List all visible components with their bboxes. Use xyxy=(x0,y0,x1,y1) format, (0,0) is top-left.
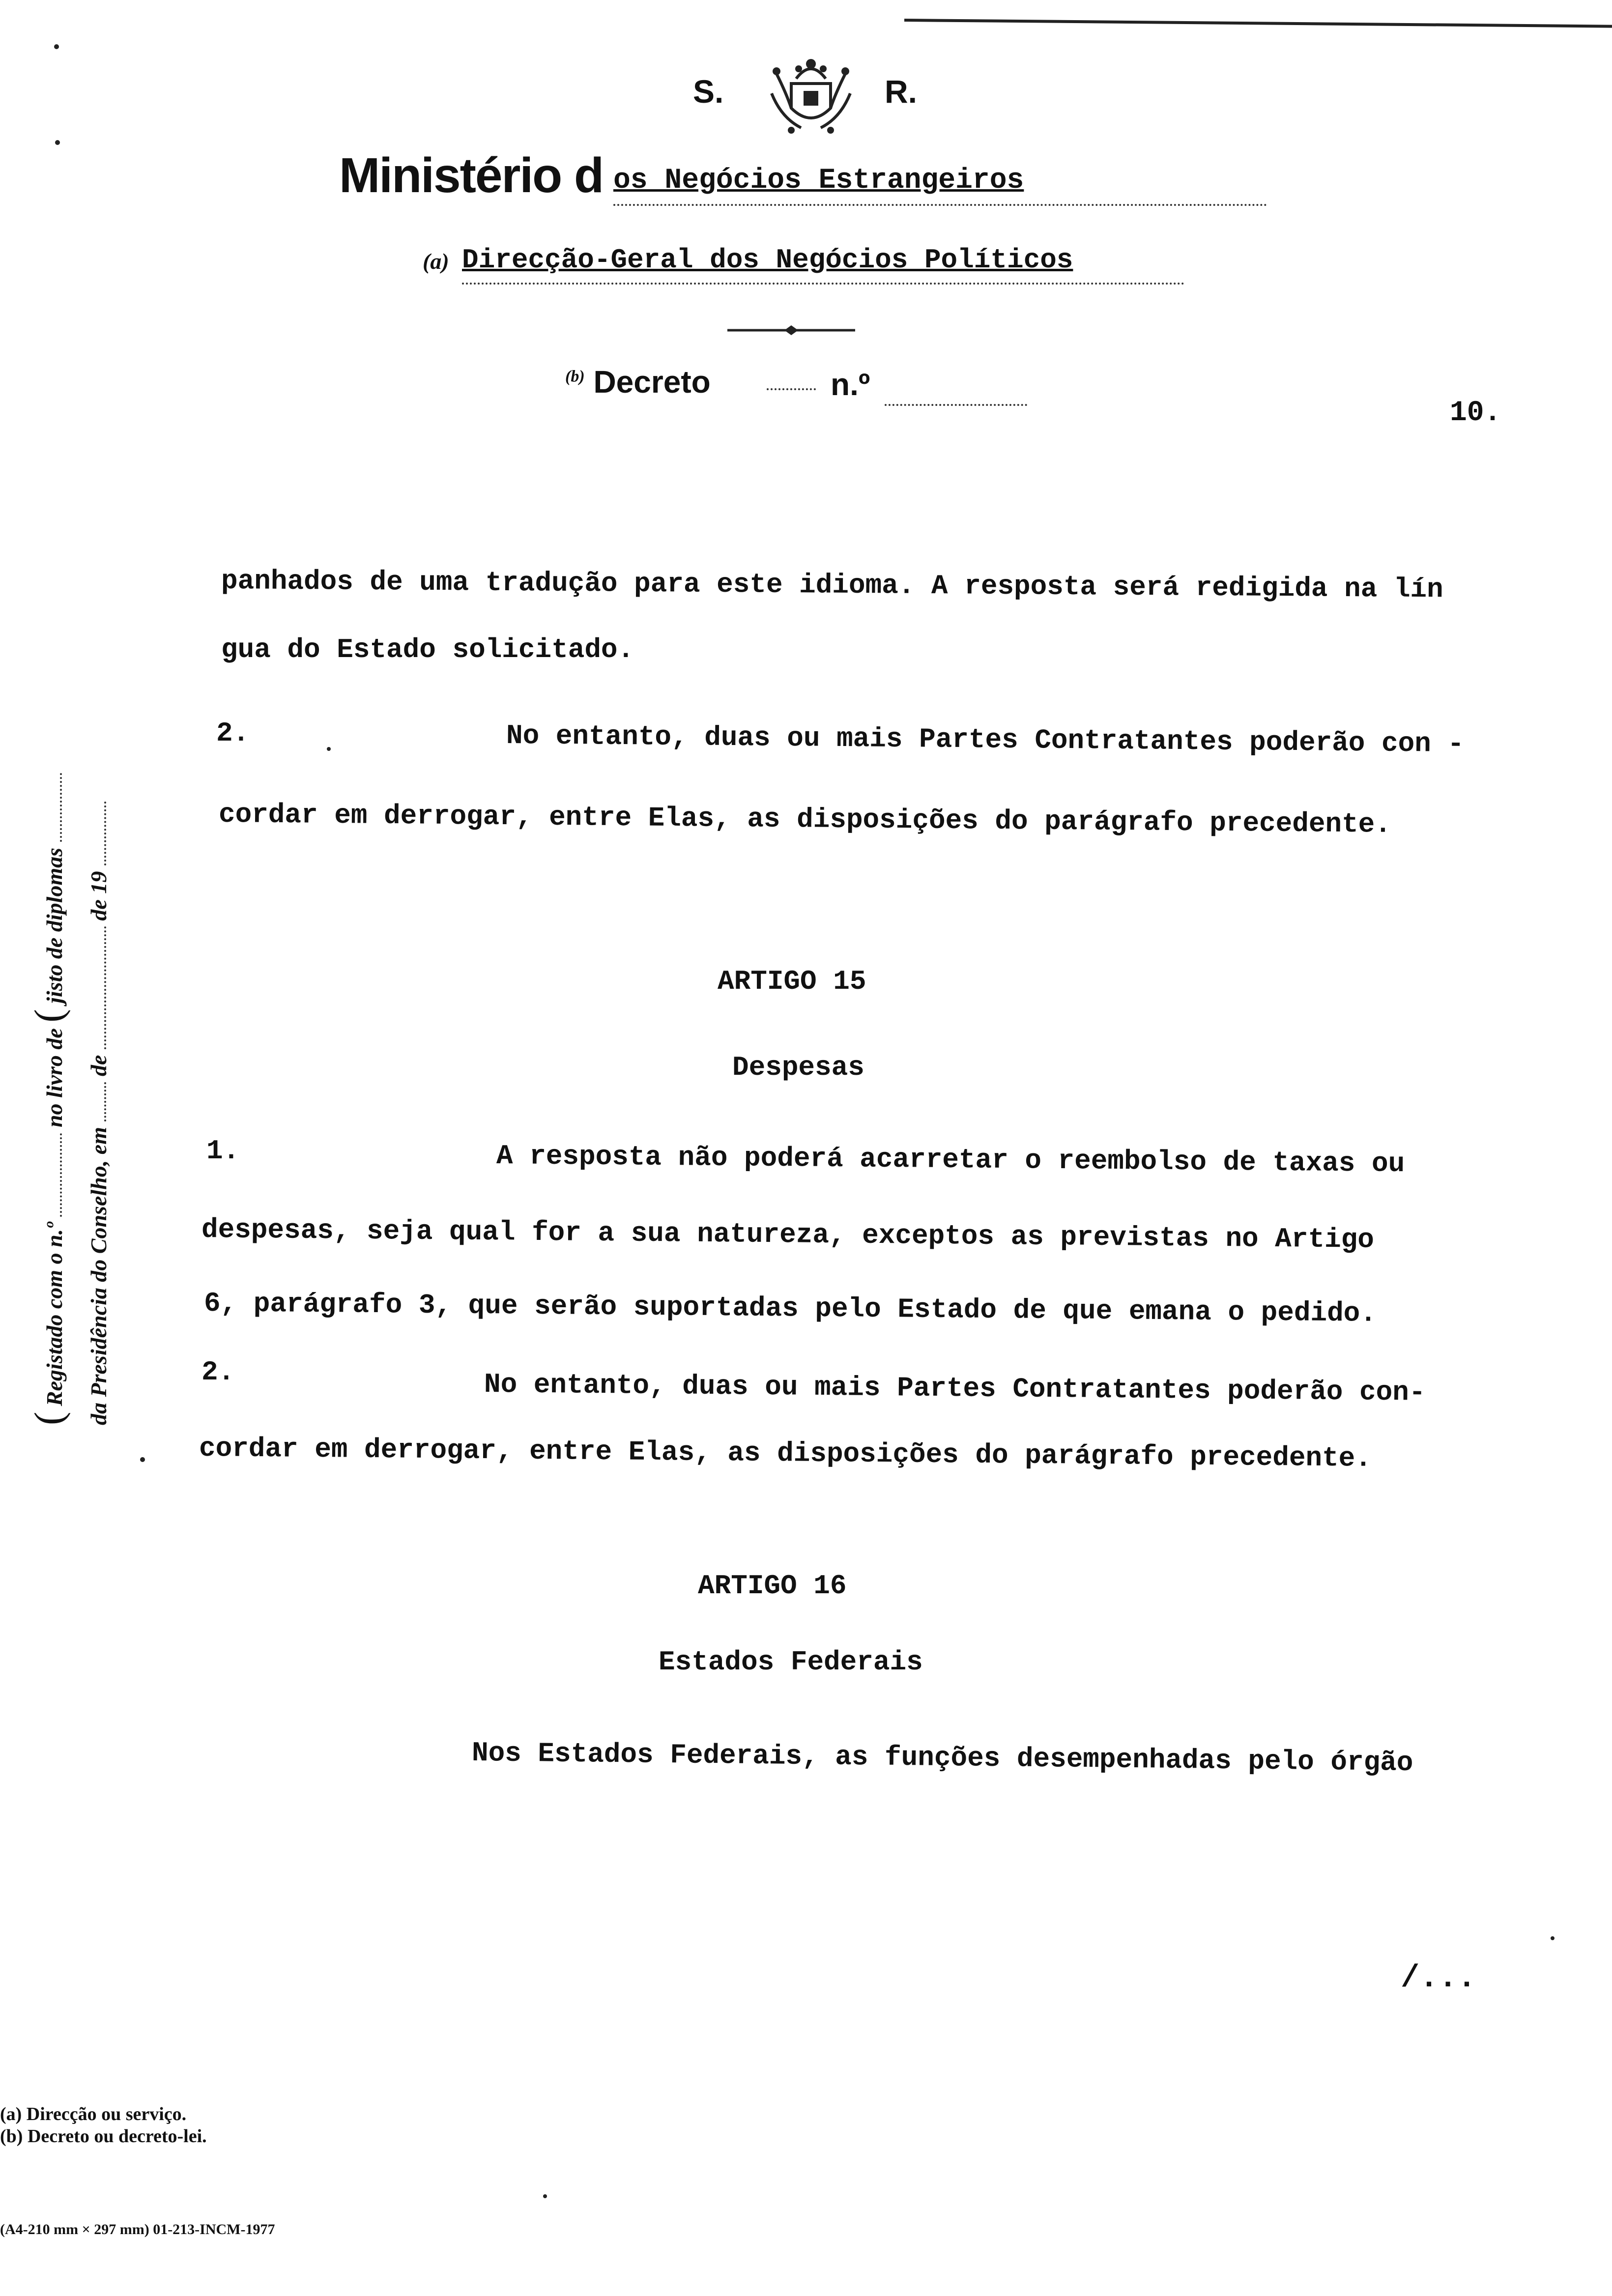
top-border-line xyxy=(904,0,1612,28)
text-line: cordar em derrogar, entre Elas, as disposições do parágrafo precedente. xyxy=(199,1433,1372,1474)
ministerio-field: os Negócios Estrangeiros xyxy=(613,165,1267,206)
direccao-marker: (a) xyxy=(423,249,449,274)
decreto-dotted-field xyxy=(767,388,816,390)
article-15-title: ARTIGO 15 xyxy=(718,966,866,997)
scan-speck xyxy=(327,747,331,751)
s-letter: S. xyxy=(693,73,724,110)
form-code: (A4-210 mm × 297 mm) 01-213-INCM-1977 xyxy=(0,2221,275,2238)
text-line: panhados de uma tradução para este idioma. A resposta será redigida na lín xyxy=(221,565,1443,605)
text-line: gua do Estado solicitado. xyxy=(221,634,634,665)
decreto-text: Decreto xyxy=(593,364,711,400)
margin-line-1: ( Registado com o n.º no livro de ( jisto de diplomas xyxy=(27,491,77,1425)
margin-line-2: da Presidência do Conselho, em de de 19 xyxy=(77,491,121,1425)
continuation-mark: /... xyxy=(1401,1961,1476,1996)
text-line: No entanto, duas ou mais Partes Contratantes poderão con - xyxy=(506,720,1465,760)
text-line: 6, parágrafo 3, que serão suportadas pelo Estado de que emana o pedido. xyxy=(203,1288,1377,1329)
paragraph-number: 1. xyxy=(206,1135,240,1167)
article-15-subtitle: Despesas xyxy=(732,1052,864,1083)
text-line: cordar em derrogar, entre Elas, as disposições do parágrafo precedente. xyxy=(218,799,1392,840)
article-16-title: ARTIGO 16 xyxy=(698,1570,847,1602)
decreto-label xyxy=(565,364,711,400)
page-number: 10. xyxy=(1450,397,1501,429)
text-line: A resposta não poderá acarretar o reembolso de taxas ou xyxy=(496,1140,1405,1180)
text-line: Nos Estados Federais, as funções desempenhadas pelo órgão xyxy=(471,1737,1413,1779)
ministerio-label: Ministério d xyxy=(339,148,604,203)
footnote-a: (a) Direcção ou serviço. xyxy=(0,2104,187,2124)
scan-speck xyxy=(543,2194,547,2198)
numero-dotted-field xyxy=(885,404,1027,406)
footnote-b: (b) Decreto ou decreto-lei. xyxy=(0,2126,207,2147)
scan-speck xyxy=(140,1457,145,1462)
ornament-divider xyxy=(727,324,855,336)
paragraph-number: 2. xyxy=(216,718,250,749)
text-line: No entanto, duas ou mais Partes Contratantes poderão con- xyxy=(484,1369,1426,1408)
text-line: despesas, seja qual for a sua natureza, exceptos as previstas no Artigo xyxy=(201,1214,1375,1256)
decreto-marker: (b) xyxy=(565,367,585,386)
r-letter: R. xyxy=(885,73,917,110)
numero-label: n.º xyxy=(831,367,870,402)
scan-speck xyxy=(54,44,59,49)
paragraph-number: 2. xyxy=(202,1356,235,1388)
scan-speck xyxy=(1551,1936,1554,1940)
scan-speck xyxy=(55,140,60,145)
coat-of-arms-icon xyxy=(762,49,860,138)
direccao-field: Direcção-Geral dos Negócios Políticos xyxy=(462,243,1184,285)
margin-registration-note xyxy=(10,565,157,1499)
article-16-subtitle: Estados Federais xyxy=(659,1646,923,1678)
